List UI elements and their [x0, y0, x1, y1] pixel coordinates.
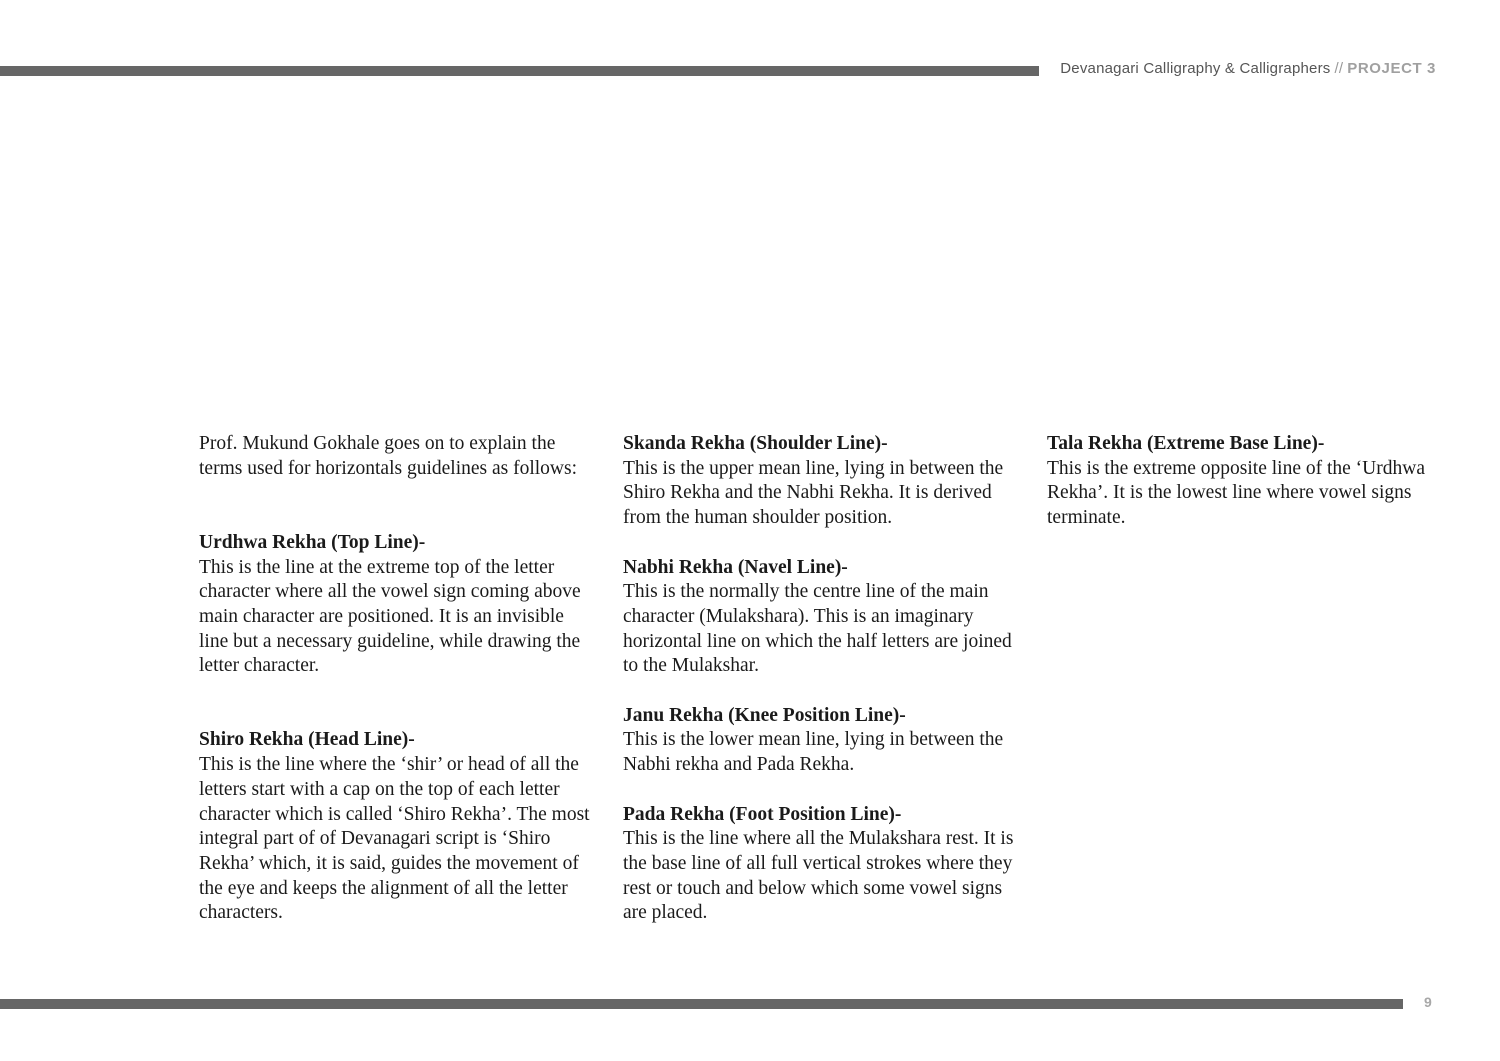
page-number: 9: [1424, 994, 1432, 1010]
janu-rekha-heading: Janu Rekha (Knee Position Line)-: [623, 704, 906, 726]
text-column-1: [199, 432, 594, 926]
skanda-rekha-body: This is the upper mean line, lying in between the Shiro Rekha and the Nabhi Rekha. It is derived from the human shoulder position.: [623, 457, 1004, 529]
urdhwa-rekha-heading: Urdhwa Rekha (Top Line)-: [199, 531, 426, 553]
nabhi-rekha-heading: Nabhi Rekha (Navel Line)-: [623, 556, 848, 578]
nabhi-rekha-body: This is the normally the centre line of the main character (Mulakshara). This is an imaginary horizontal line on which the half letters are joined to the Mulakshar.: [623, 581, 1012, 677]
header-rule: [0, 66, 1039, 76]
skanda-rekha-heading: Skanda Rekha (Shoulder Line)-: [623, 433, 888, 454]
tala-rekha-heading: Tala Rekha (Extreme Base Line)-: [1047, 433, 1325, 454]
document-title: Devanagari Calligraphy & Calligraphers: [1060, 60, 1331, 77]
pada-rekha-body: This is the line where all the Mulakshara rest. It is the base line of all full vertical strokes where they rest or touch and below which some vowel signs are placed.: [623, 828, 1014, 924]
shiro-rekha-heading: Shiro Rekha (Head Line)-: [199, 729, 415, 751]
project-label: PROJECT 3: [1347, 60, 1436, 77]
running-header: [1060, 60, 1436, 77]
header-separator: //: [1334, 60, 1344, 77]
tala-rekha-body: This is the extreme opposite line of the ‘Urdhwa Rekha’. It is the lowest line where vowel signs terminate.: [1047, 457, 1425, 529]
intro-paragraph: Prof. Mukund Gokhale goes on to explain the terms used for horizontals guidelines as follows:: [199, 433, 578, 479]
text-column-2: [623, 432, 1018, 926]
pada-rekha-heading: Pada Rekha (Foot Position Line)-: [623, 803, 902, 825]
urdhwa-rekha-body: This is the line at the extreme top of the letter character where all the vowel sign coming above main character are positioned. It is an invisible line but a necessary guideline, while drawing the letter character.: [199, 556, 581, 677]
footer-rule: [0, 999, 1403, 1009]
janu-rekha-body: This is the lower mean line, lying in between the Nabhi rekha and Pada Rekha.: [623, 729, 1004, 776]
text-column-3: [1047, 432, 1447, 531]
shiro-rekha-body: This is the line where the ‘shir’ or head of all the letters start with a cap on the top of each letter character which is called ‘Shiro Rekha’. The most integral part of of Devanagari script is ‘Shiro Rekha’ which, it is said, guides the movement of the eye and keeps the alignment of all the letter characters.: [199, 754, 590, 924]
